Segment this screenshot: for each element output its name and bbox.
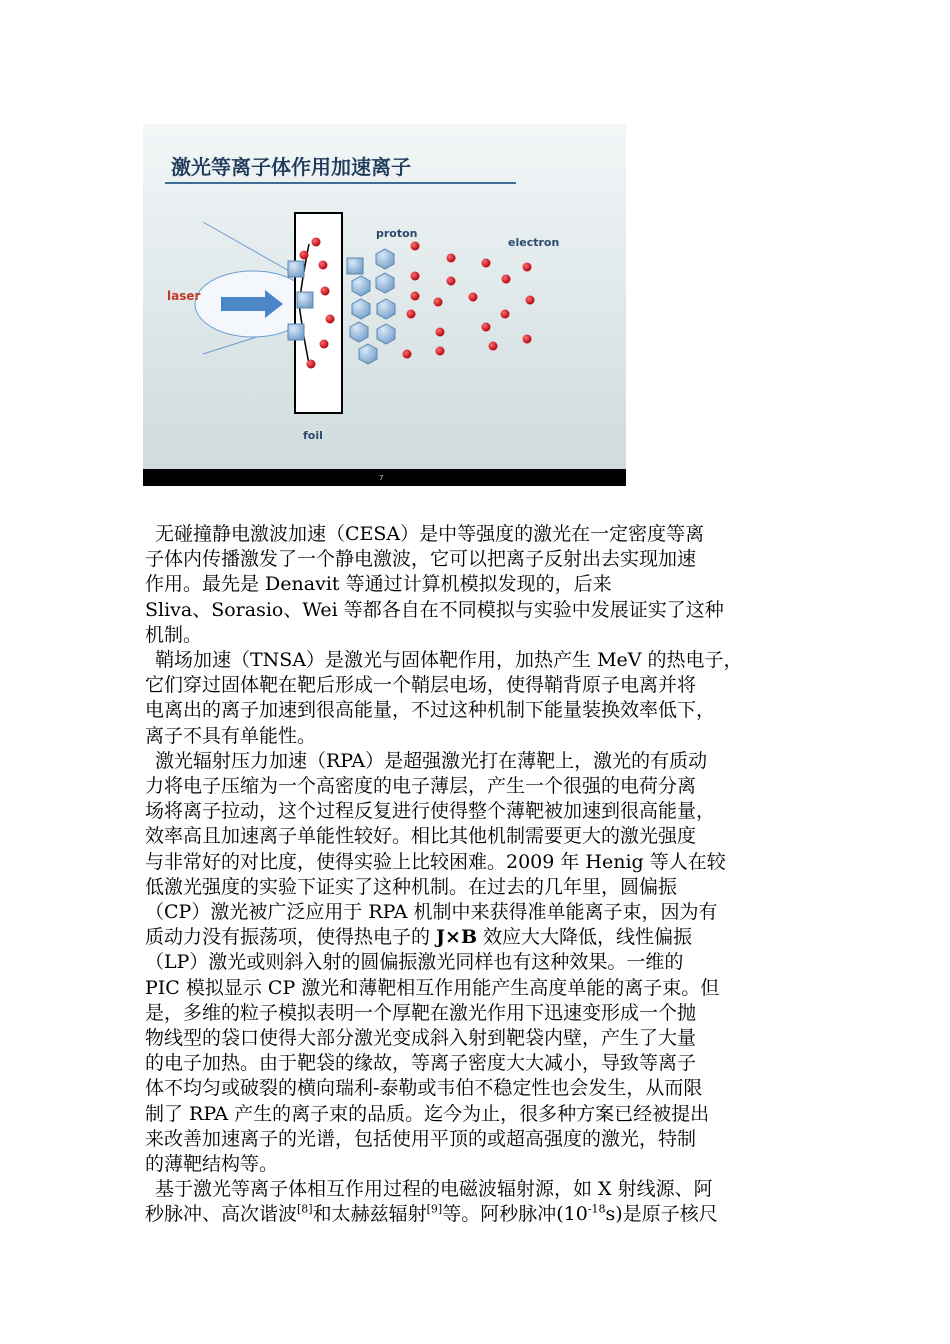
line: 等。阿秒脉冲(10 <box>442 1203 588 1226</box>
paragraph-radiation <box>145 1177 825 1227</box>
line: 效率高且加速离子单能性较好。相比其他机制需要更大的激光强度 <box>145 825 697 848</box>
line: 的薄靶结构等。 <box>145 1153 279 1176</box>
line: 激光辐射压力加速（RPA）是超强激光打在薄靶上，激光的有质动 <box>155 749 708 772</box>
label-laser: laser <box>167 289 201 303</box>
line: Sliva、Sorasio、Wei 等都各自在不同模拟与实验中发展证实了这种 <box>145 598 724 621</box>
line: 的电子加热。由于靶袋的缘故，等离子密度大大减小，导致等离子 <box>145 1052 697 1075</box>
line: 物线型的袋口使得大部分激光变成斜入射到靶袋内壁，产生了大量 <box>145 1027 697 1050</box>
line: s)是原子核尺 <box>605 1203 718 1226</box>
line: 低激光强度的实验下证实了这种机制。在过去的几年里，圆偏振 <box>145 875 678 898</box>
line: 质动力没有振荡项，使得热电子的 <box>145 926 437 949</box>
line: 和太赫兹辐射 <box>312 1203 427 1226</box>
jxb-term: J×B <box>436 926 478 949</box>
line: 鞘场加速（TNSA）是激光与固体靶作用，加热产生 MeV 的热电子， <box>155 649 743 672</box>
paragraph-tnsa <box>145 648 825 749</box>
line: 无碰撞静电激波加速（CESA）是中等强度的激光在一定密度等离 <box>155 523 705 545</box>
label-proton: proton <box>376 227 418 240</box>
line: 效应大大降低，线性偏振 <box>477 926 693 949</box>
laser-plasma-diagram <box>143 124 626 486</box>
line: 作用。最先是 Denavit 等通过计算机模拟发现的，后来 <box>145 573 612 596</box>
article-body <box>145 522 825 1228</box>
line: 是，多维的粒子模拟表明一个厚靶在激光作用下迅速变形成一个抛 <box>145 1001 697 1024</box>
line: 基于激光等离子体相互作用过程的电磁波辐射源，如 X 射线源、阿 <box>155 1178 713 1201</box>
line: 电离出的离子加速到很高能量，不过这种机制下能量装换效率低下， <box>145 699 716 722</box>
label-electron: electron <box>508 236 560 249</box>
label-foil: foil <box>303 429 323 442</box>
line: 秒脉冲、高次谐波 <box>145 1203 298 1226</box>
citation-ref-8[interactable]: [8] <box>297 1203 313 1217</box>
line: （LP）激光或则斜入射的圆偏振激光同样也有这种效果。一维的 <box>145 951 684 974</box>
line: PIC 模拟显示 CP 激光和薄靶相互作用能产生高度单能的离子束。但 <box>145 976 720 999</box>
line: 子体内传播激发了一个静电激波，它可以把离子反射出去实现加速 <box>145 548 697 571</box>
line: （CP）激光被广泛应用于 RPA 机制中来获得准单能离子束，因为有 <box>145 901 718 924</box>
paragraph-rpa <box>145 749 825 1177</box>
slide-figure <box>143 124 626 486</box>
line: 离子不具有单能性。 <box>145 724 317 747</box>
line: 它们穿过固体靶在靶后形成一个鞘层电场，使得鞘背原子电离并将 <box>145 674 697 697</box>
line: 制了 RPA 产生的离子束的品质。迄今为止，很多种方案已经被提出 <box>145 1102 710 1125</box>
line: 力将电子压缩为一个高密度的电子薄层，产生一个很强的电荷分离 <box>145 775 697 798</box>
line: 来改善加速离子的光谱，包括使用平顶的或超高强度的激光，特制 <box>145 1127 697 1150</box>
paragraph-cesa <box>145 522 825 648</box>
exponent: -18 <box>587 1203 606 1217</box>
slide-page-number: 7 <box>379 474 384 482</box>
citation-ref-9[interactable]: [9] <box>426 1203 443 1217</box>
slide-footer-bar <box>143 469 626 486</box>
line: 体不均匀或破裂的横向瑞利-泰勒或韦伯不稳定性也会发生，从而限 <box>145 1077 703 1100</box>
line: 机制。 <box>145 623 203 646</box>
line: 与非常好的对比度，使得实验上比较困难。2009 年 Henig 等人在较 <box>145 850 726 873</box>
slide-title: 激光等离子体作用加速离子 <box>171 155 411 179</box>
line: 场将离子拉动，这个过程反复进行使得整个薄靶被加速到很高能量， <box>145 800 716 823</box>
